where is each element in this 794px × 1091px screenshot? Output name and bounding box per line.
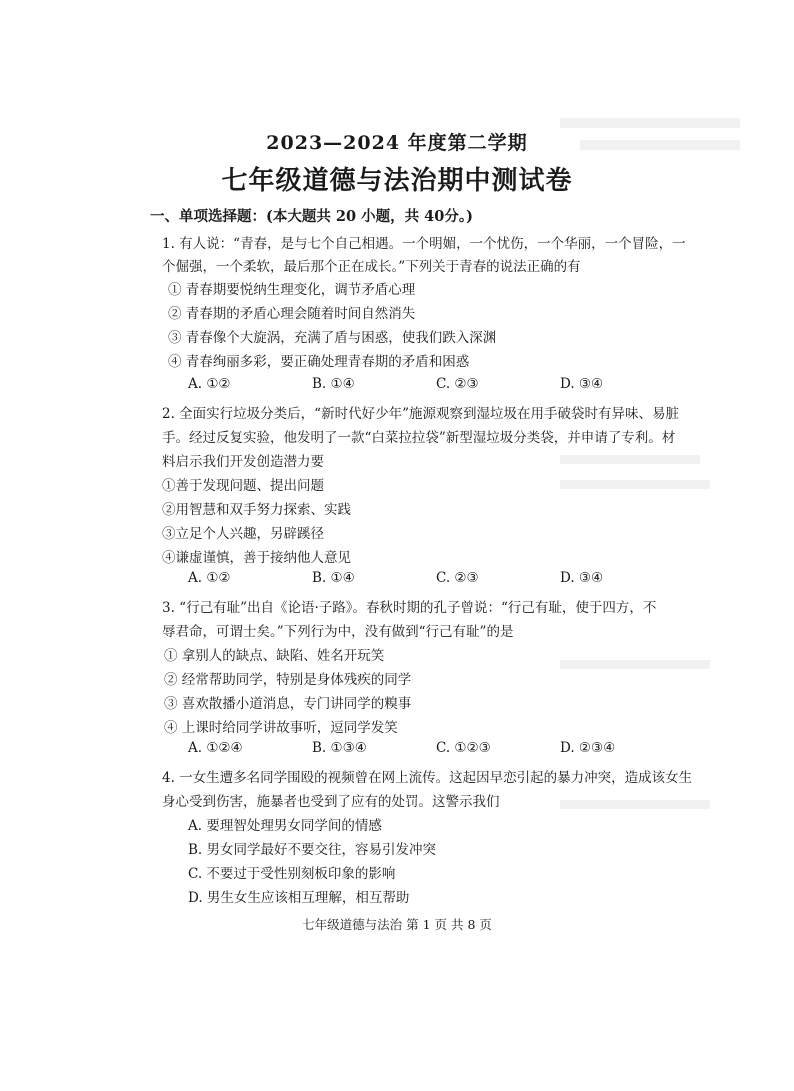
option-a: A. ①② xyxy=(188,570,231,586)
option-a: A. ①②④ xyxy=(188,740,243,756)
statement: ② 经常帮助同学，特别是身体残疾的同学 xyxy=(164,672,412,688)
option-b: B. 男女同学最好不要交往，容易引发冲突 xyxy=(188,842,437,858)
option-a: A. ①② xyxy=(188,376,231,392)
option-b: B. ①③④ xyxy=(312,740,367,756)
section-heading: 一、单项选择题：(本大题共 20 小题，共 40分。) xyxy=(150,208,473,225)
statement: ① 拿别人的缺点、缺陷、姓名开玩笑 xyxy=(164,648,385,664)
question-stem: 4. 一女生遭多名同学围殴的视频曾在网上流传。这起因早恋引起的暴力冲突，造成该女生 xyxy=(162,770,693,786)
bleed-through-mark xyxy=(560,455,700,464)
option-c: C. ②③ xyxy=(436,570,479,586)
statement: ③ 喜欢散播小道消息，专门讲同学的糗事 xyxy=(164,696,412,712)
option-d: D. ③④ xyxy=(560,376,604,392)
option-c: C. ②③ xyxy=(436,376,479,392)
question-stem: 手。经过反复实验，他发明了一款“白菜拉拉袋”新型湿垃圾分类袋，并申请了专利。材 xyxy=(162,430,676,446)
statement: ② 青春期的矛盾心理会随着时间自然消失 xyxy=(168,306,416,322)
option-d: D. ③④ xyxy=(560,570,604,586)
statement: ④ 上课时给同学讲故事听，逗同学发笑 xyxy=(164,720,398,736)
bleed-through-mark xyxy=(560,118,740,128)
option-d: D. ②③④ xyxy=(560,740,616,756)
statement: ①善于发现问题、提出问题 xyxy=(162,478,324,494)
question-stem: 3. “行己有耻”出自《论语·子路》。春秋时期的孔子曾说：“行己有耻，使于四方，不 xyxy=(162,600,657,616)
page-footer: 七年级道德与法治 第 1 页 共 8 页 xyxy=(302,917,492,932)
option-b: B. ①④ xyxy=(312,570,355,586)
option-c: C. 不要过于受性别刻板印象的影响 xyxy=(188,866,396,882)
statement: ④ 青春绚丽多彩，要正确处理青春期的矛盾和困惑 xyxy=(168,354,470,370)
statement: ① 青春期要悦纳生理变化，调节矛盾心理 xyxy=(168,282,416,298)
statement: ④谦虚谨慎，善于接纳他人意见 xyxy=(162,550,351,566)
option-c: C. ①②③ xyxy=(436,740,491,756)
bleed-through-mark xyxy=(560,480,710,489)
statement: ③立足个人兴趣，另辟蹊径 xyxy=(162,526,324,542)
question-stem: 1. 有人说：“青春，是与七个自己相遇。一个明媚，一个忧伤，一个华丽，一个冒险，一 xyxy=(162,236,686,252)
question-stem: 身心受到伤害，施暴者也受到了应有的处罚。这警示我们 xyxy=(162,794,500,810)
question-stem: 个倔强，一个柔软，最后那个正在成长。”下列关于青春的说法正确的有 xyxy=(162,259,581,275)
exam-title: 七年级道德与法治期中测试卷 xyxy=(221,166,573,196)
exam-year-heading: 2023—2024 年度第二学期 xyxy=(266,132,528,154)
question-stem: 料启示我们开发创造潜力要 xyxy=(162,454,324,470)
question-stem: 辱君命，可谓士矣。”下列行为中，没有做到“行己有耻”的是 xyxy=(162,624,514,640)
question-stem: 2. 全面实行垃圾分类后，“新时代好少年”施源观察到湿垃圾在用手破袋时有异味、易脏 xyxy=(162,406,679,422)
bleed-through-mark xyxy=(560,660,710,669)
bleed-through-mark xyxy=(560,800,710,809)
statement: ③ 青春像个大旋涡，充满了盾与困惑，使我们跌入深渊 xyxy=(168,330,497,346)
option-d: D. 男生女生应该相互理解，相互帮助 xyxy=(188,890,410,906)
option-a: A. 要理智处理男女同学间的情感 xyxy=(188,818,382,834)
option-b: B. ①④ xyxy=(312,376,355,392)
statement: ②用智慧和双手努力探索、实践 xyxy=(162,502,351,518)
